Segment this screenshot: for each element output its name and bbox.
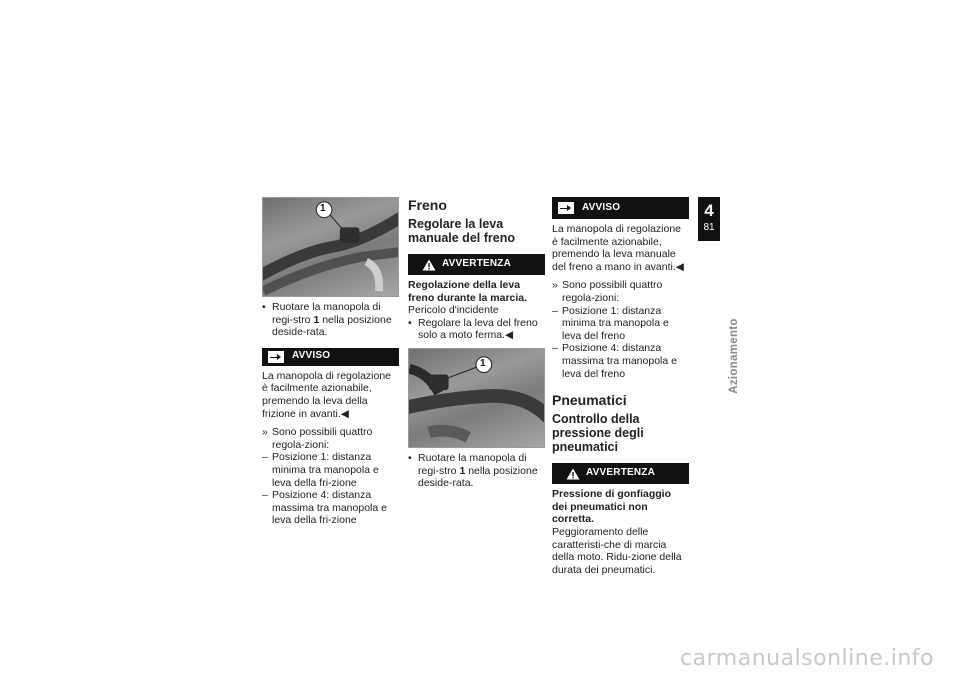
- notice-text: La manopola di regolazione è facilmente azionabile, premendo la leva della frizione in avanti.◀: [262, 369, 392, 420]
- warning-instruction-text: Regolare la leva del freno solo a moto ferma.◀: [418, 316, 538, 342]
- notice-text: La manopola di regolazione è facilmente azionabile, premendo la leva manuale del freno a mano in avanti.◀: [552, 223, 684, 273]
- bullet-marker: •: [262, 301, 266, 313]
- instruction-step: [408, 452, 545, 490]
- option-text: Posizione 1: distanza minima tra manopola e leva del freno: [562, 304, 669, 342]
- notice-label: AVVISO: [292, 350, 331, 362]
- chapter-tab: [698, 197, 720, 241]
- chapter-number: 4: [704, 201, 714, 220]
- options-intro: [262, 426, 399, 451]
- column-brake: [408, 197, 545, 490]
- dash-marker: –: [262, 451, 268, 464]
- step-text: Ruotare la manopola di regi-stro: [418, 451, 527, 477]
- arrow-marker: »: [262, 426, 268, 439]
- notice-label: AVVISO: [582, 201, 621, 213]
- bullet-marker: •: [408, 316, 412, 329]
- option-text: Posizione 1: distanza minima tra manopola e leva della fri-zione: [272, 451, 379, 489]
- subsection-title: Regolare la leva manuale del freno: [408, 217, 515, 245]
- step-text-end: nella posizione deside-rata.: [418, 464, 538, 490]
- section-title: Pneumatici: [552, 392, 627, 409]
- warning-instruction: [408, 317, 545, 342]
- photo-callout: 1: [480, 357, 486, 369]
- step-text: Ruotare la manopola di regi-stro: [272, 301, 381, 326]
- notice-banner: [262, 348, 399, 366]
- step-ref: 1: [459, 464, 466, 477]
- warning-text: Pericolo d'incidente: [408, 304, 499, 317]
- instruction-step: [262, 301, 399, 339]
- clutch-adjuster-illustration: [263, 198, 398, 296]
- step-ref: 1: [313, 313, 320, 326]
- brake-adjuster-illustration: [409, 349, 544, 447]
- arrow-marker: »: [552, 279, 558, 292]
- option-text: Posizione 4: distanza massima tra manopola e leva del freno: [562, 342, 677, 380]
- page-number: 81: [703, 222, 715, 233]
- option-text: Posizione 4: distanza massima tra manopola e leva della fri-zione: [272, 489, 387, 527]
- hand-pointer-icon: [558, 202, 574, 214]
- step-text-end: nella posizione deside-rata.: [272, 313, 392, 339]
- warning-triangle-icon: [566, 468, 580, 480]
- watermark: carmanualsonline.info: [680, 646, 934, 671]
- brake-adjuster-photo: [408, 348, 545, 448]
- dash-marker: –: [262, 489, 268, 502]
- column-brake-notice-tyres: [552, 197, 689, 576]
- chapter-title: Azionamento: [728, 318, 740, 394]
- option-item: [262, 489, 399, 527]
- warning-banner: [408, 254, 545, 275]
- warning-label: AVVERTENZA: [586, 467, 656, 479]
- clutch-adjuster-photo: [262, 197, 399, 297]
- options-intro-text: Sono possibili quattro regola-zioni:: [562, 279, 663, 304]
- warning-triangle-icon: [422, 259, 436, 271]
- option-item: [552, 342, 689, 380]
- warning-title: Regolazione della leva freno durante la marcia.: [408, 279, 528, 304]
- section-title: Freno: [408, 197, 447, 213]
- bullet-marker: •: [408, 451, 412, 464]
- options-intro-text: Sono possibili quattro regola-zioni:: [272, 426, 373, 451]
- option-item: [552, 305, 689, 343]
- warning-text: Peggioramento delle caratteristi-che di marcia della moto. Ridu-zione della durata dei pneumatici.: [552, 525, 682, 576]
- warning-label: AVVERTENZA: [442, 258, 512, 270]
- dash-marker: –: [552, 304, 558, 317]
- dash-marker: –: [552, 342, 558, 355]
- notice-banner: [552, 197, 689, 219]
- column-clutch-lever: [262, 197, 399, 527]
- subsection-title: Controllo della pressione degli pneumatici: [552, 412, 644, 455]
- photo-callout: 1: [320, 203, 326, 214]
- options-intro: [552, 279, 689, 304]
- warning-banner: [552, 463, 689, 484]
- option-item: [262, 451, 399, 489]
- hand-pointer-icon: [268, 351, 284, 363]
- warning-title: Pressione di gonfiaggio dei pneumatici non corretta.: [552, 488, 672, 526]
